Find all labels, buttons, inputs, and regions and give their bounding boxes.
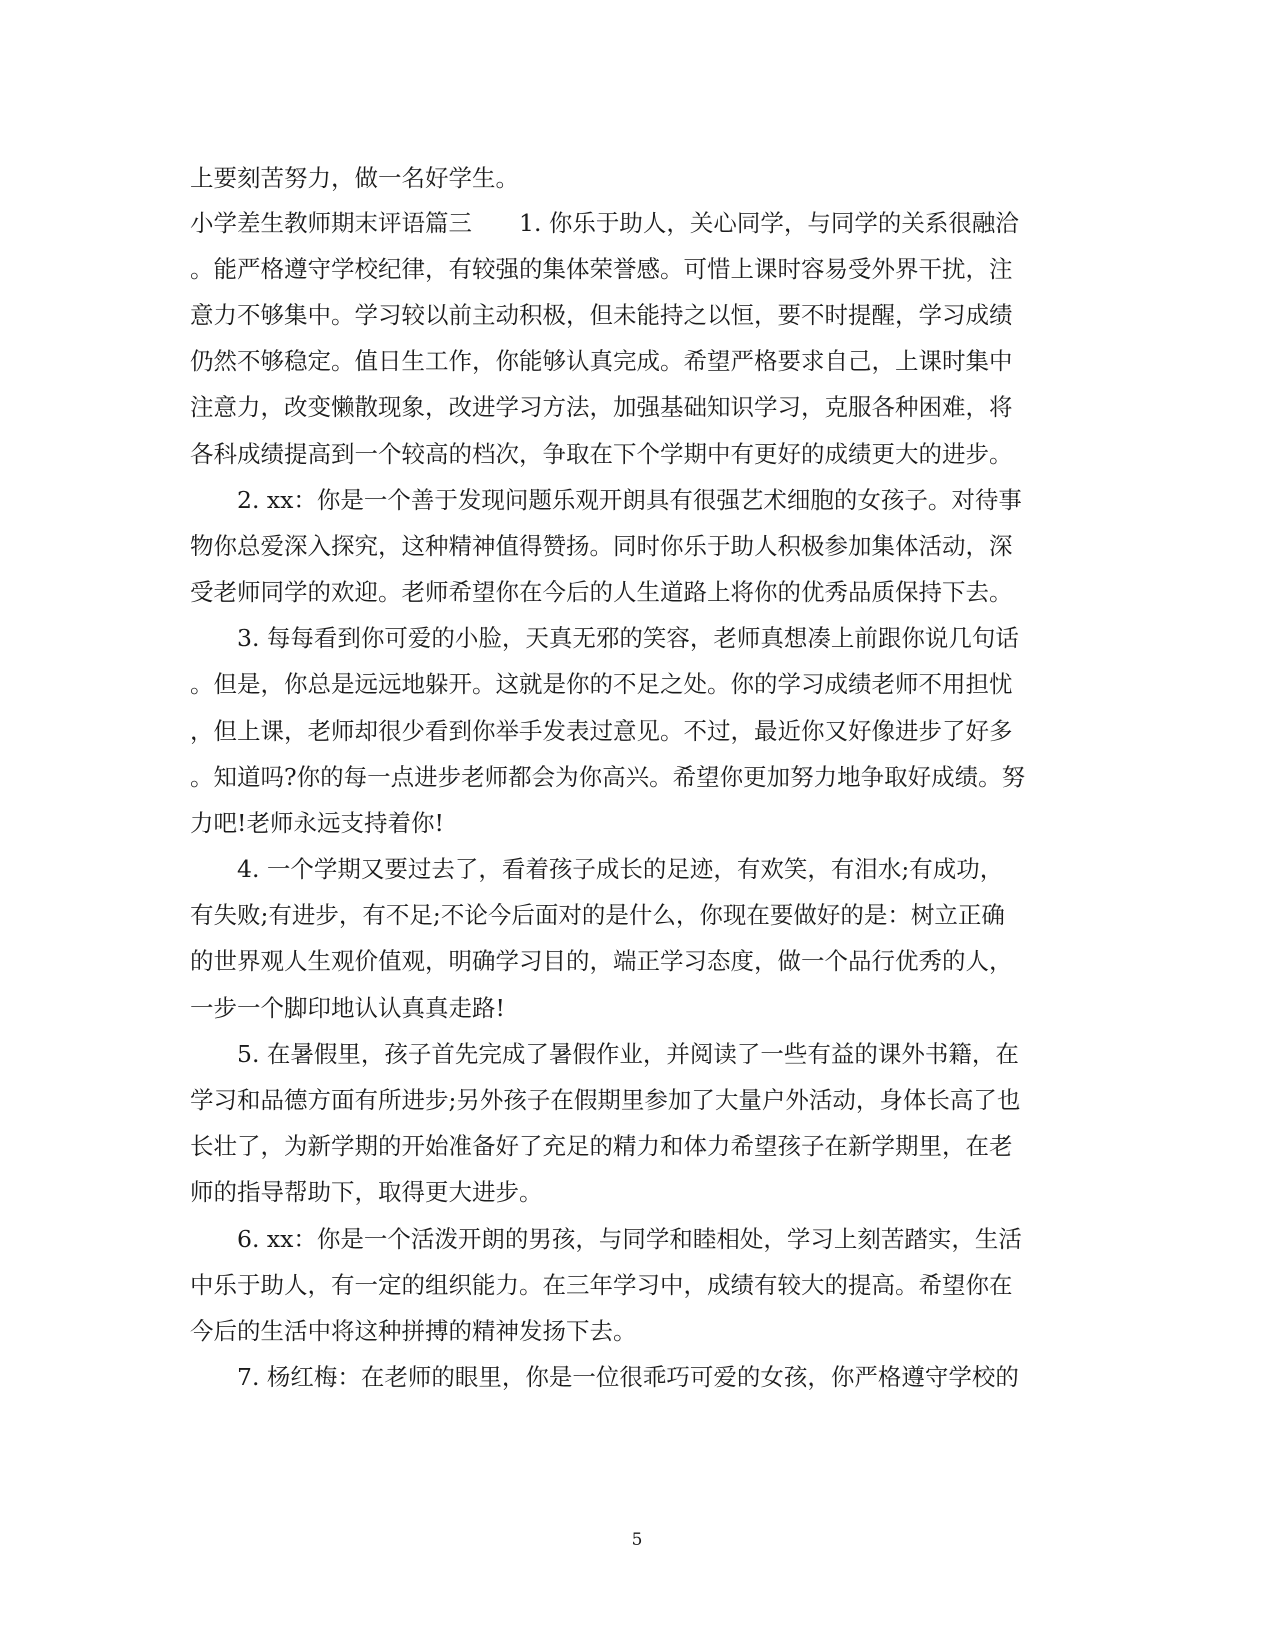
text-line: 3. 每每看到你可爱的小脸，天真无邪的笑容，老师真想凑上前跟你说几句话 <box>190 624 1019 652</box>
text-line: 长壮了，为新学期的开始准备好了充足的精力和体力希望孩子在新学期里，在老 <box>190 1132 1013 1160</box>
text-line: 意力不够集中。学习较以前主动积极，但未能持之以恒，要不时提醒，学习成绩 <box>190 301 1013 329</box>
text-line: 中乐于助人，有一定的组织能力。在三年学习中，成绩有较大的提高。希望你在 <box>190 1271 1013 1299</box>
page-number: 5 <box>631 1530 643 1550</box>
text-line: 。能严格遵守学校纪律，有较强的集体荣誉感。可惜上课时容易受外界干扰，注 <box>190 255 1013 283</box>
text-line: 7. 杨红梅：在老师的眼里，你是一位很乖巧可爱的女孩，你严格遵守学校的 <box>190 1363 1019 1391</box>
text-line: 的世界观人生观价值观，明确学习目的，端正学习态度，做一个品行优秀的人， <box>190 947 1013 975</box>
text-line: 今后的生活中将这种拼搏的精神发扬下去。 <box>190 1317 637 1345</box>
text-line: 物你总爱深入探究，这种精神值得赞扬。同时你乐于助人积极参加集体活动，深 <box>190 532 1013 560</box>
text-line: 有失败;有进步，有不足;不论今后面对的是什么，你现在要做好的是：树立正确 <box>190 901 1005 929</box>
text-line: 4. 一个学期又要过去了，看着孩子成长的足迹，有欢笑，有泪水;有成功， <box>190 855 1004 883</box>
text-line: 一步一个脚印地认认真真走路! <box>190 994 505 1022</box>
text-line: 师的指导帮助下，取得更大进步。 <box>190 1178 543 1206</box>
text-line: 5. 在暑假里，孩子首先完成了暑假作业，并阅读了一些有益的课外书籍，在 <box>190 1040 1019 1068</box>
text-line: 上要刻苦努力，做一名好学生。 <box>190 164 519 192</box>
text-line: 2. xx：你是一个善于发现问题乐观开朗具有很强艺术细胞的女孩子。对待事 <box>190 486 1022 514</box>
text-line: 6. xx：你是一个活泼开朗的男孩，与同学和睦相处，学习上刻苦踏实，生活 <box>190 1225 1022 1253</box>
text-line: 。知道吗?你的每一点进步老师都会为你高兴。希望你更加努力地争取好成绩。努 <box>190 763 1026 791</box>
text-line: 学习和品德方面有所进步;另外孩子在假期里参加了大量户外活动，身体长高了也 <box>190 1086 1021 1114</box>
text-line: 注意力，改变懒散现象，改进学习方法，加强基础知识学习，克服各种困难，将 <box>190 393 1013 421</box>
text-line: ，但上课，老师却很少看到你举手发表过意见。不过，最近你又好像进步了好多 <box>190 717 1013 745</box>
text-line: 受老师同学的欢迎。老师希望你在今后的人生道路上将你的优秀品质保持下去。 <box>190 578 1013 606</box>
text-line: 各科成绩提高到一个较高的档次，争取在下个学期中有更好的成绩更大的进步。 <box>190 440 1013 468</box>
text-line: 。但是，你总是远远地躲开。这就是你的不足之处。你的学习成绩老师不用担忧 <box>190 670 1013 698</box>
text-line: 小学差生教师期末评语篇三 1. 你乐于助人，关心同学，与同学的关系很融洽 <box>190 209 1019 237</box>
text-line: 仍然不够稳定。值日生工作，你能够认真完成。希望严格要求自己，上课时集中 <box>190 347 1013 375</box>
text-line: 力吧!老师永远支持着你! <box>190 809 444 837</box>
